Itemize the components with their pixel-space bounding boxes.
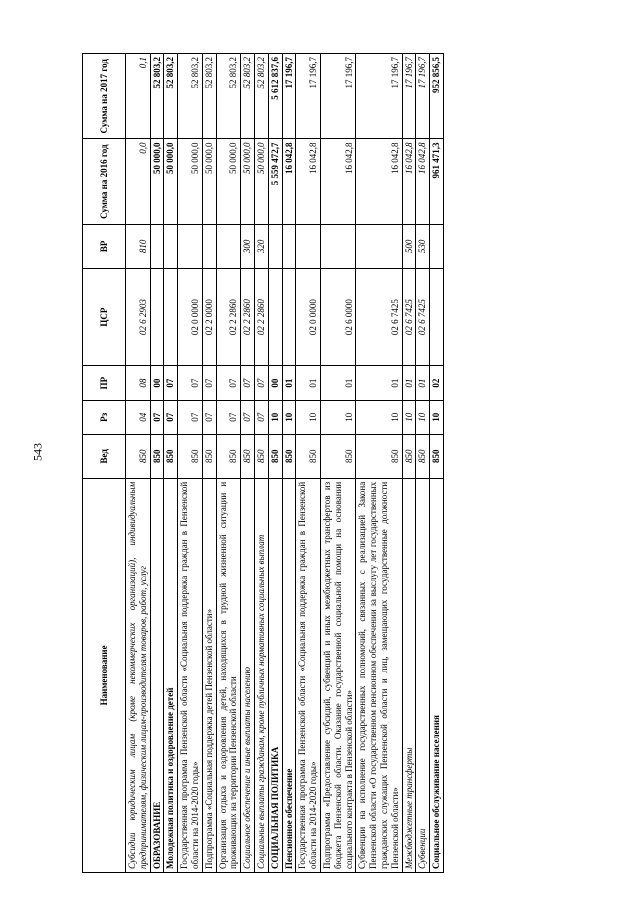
table-cell: 500 bbox=[402, 224, 416, 268]
table-cell: 01 bbox=[296, 366, 321, 400]
table-cell: 10 bbox=[416, 400, 430, 434]
table-cell: 01 bbox=[282, 366, 296, 400]
table-cell: Субвенции bbox=[416, 478, 430, 872]
table-cell: 02 0 0000 bbox=[296, 268, 321, 366]
table-cell: 50 000,0 bbox=[216, 139, 241, 224]
table-header-row bbox=[83, 54, 126, 873]
table-cell: 17 196,7 bbox=[416, 54, 430, 139]
table-cell: 17 196,7 bbox=[282, 54, 296, 139]
table-cell: 02 2 2860 bbox=[254, 268, 268, 366]
table-row bbox=[320, 54, 355, 873]
table-cell: Социальные выплаты гражданам, кроме публичных нормативных социальных выплат bbox=[254, 478, 268, 872]
table-cell: 07 bbox=[241, 400, 255, 434]
table-cell: 50 000,0 bbox=[202, 139, 216, 224]
table-cell bbox=[150, 224, 164, 268]
table-cell: 52 803,2 bbox=[178, 54, 203, 139]
table-cell: 850 bbox=[296, 434, 321, 478]
table-row bbox=[126, 54, 151, 873]
table-cell: 07 bbox=[254, 366, 268, 400]
table-row bbox=[296, 54, 321, 873]
table-row bbox=[268, 54, 282, 873]
table-cell: 10 bbox=[296, 400, 321, 434]
table-row bbox=[356, 54, 402, 873]
table-cell bbox=[202, 224, 216, 268]
table-cell: 52 803,2 bbox=[150, 54, 164, 139]
table-cell: 02 6 0000 bbox=[320, 268, 355, 366]
rotated-table-container bbox=[82, 53, 602, 873]
table-cell bbox=[268, 224, 282, 268]
table-cell: 5 559 472,7 bbox=[268, 139, 282, 224]
table-cell: 52 803,2 bbox=[254, 54, 268, 139]
table-cell bbox=[178, 224, 203, 268]
table-row bbox=[254, 54, 268, 873]
table-cell: 10 bbox=[320, 400, 355, 434]
table-cell: 02 6 7425 bbox=[402, 268, 416, 366]
table-cell: 16 042,8 bbox=[356, 139, 402, 224]
table-row bbox=[178, 54, 203, 873]
table-cell: 02 2 0000 bbox=[202, 268, 216, 366]
table-cell: 07 bbox=[202, 400, 216, 434]
table-cell: 02 2 2860 bbox=[216, 268, 241, 366]
table-cell bbox=[430, 268, 444, 366]
table-cell bbox=[164, 268, 178, 366]
table-cell: Социальное обеспечение и иные выплаты населению bbox=[241, 478, 255, 872]
table-cell: 07 bbox=[202, 366, 216, 400]
table-cell bbox=[282, 268, 296, 366]
table-cell: Молодежная политика и оздоровление детей bbox=[164, 478, 178, 872]
table-cell: 850 bbox=[282, 434, 296, 478]
table-cell: 16 042,8 bbox=[296, 139, 321, 224]
table-cell: 07 bbox=[178, 366, 203, 400]
table-cell: 17 196,7 bbox=[296, 54, 321, 139]
table-cell: 07 bbox=[216, 366, 241, 400]
table-row bbox=[430, 54, 444, 873]
table-row bbox=[416, 54, 430, 873]
column-header: ПР bbox=[83, 366, 126, 400]
table-cell: 850 bbox=[202, 434, 216, 478]
table-cell: 50 000,0 bbox=[254, 139, 268, 224]
table-cell: 961 471,3 bbox=[430, 139, 444, 224]
table-cell: 10 bbox=[356, 400, 402, 434]
page-number: 543 bbox=[30, 443, 45, 461]
table-row bbox=[402, 54, 416, 873]
table-row bbox=[216, 54, 241, 873]
table-cell bbox=[320, 224, 355, 268]
table-cell: 01 bbox=[320, 366, 355, 400]
table-cell: Субсидии юридическим лицам (кроме некоммерческих организаций), индивидуальным предпринимателям, физическим лицам-производителям товаров, работ, услуг bbox=[126, 478, 151, 872]
table-cell: 17 196,7 bbox=[356, 54, 402, 139]
table-cell: 850 bbox=[268, 434, 282, 478]
table-cell: Подпрограмма «Социальная поддержка детей Пензенской области» bbox=[202, 478, 216, 872]
table-cell: ОБРАЗОВАНИЕ bbox=[150, 478, 164, 872]
table-row bbox=[150, 54, 164, 873]
table-cell: Государственная программа Пензенской области «Социальная поддержка граждан в Пензенской области на 2014-2020 годы» bbox=[296, 478, 321, 872]
table-row bbox=[241, 54, 255, 873]
table-row bbox=[282, 54, 296, 873]
table-cell: 850 bbox=[416, 434, 430, 478]
table-cell: 07 bbox=[164, 366, 178, 400]
table-cell: 300 bbox=[241, 224, 255, 268]
table-cell: 07 bbox=[150, 400, 164, 434]
table-cell: 0,0 bbox=[126, 139, 151, 224]
table-row bbox=[202, 54, 216, 873]
table-cell: 16 042,8 bbox=[416, 139, 430, 224]
table-cell bbox=[216, 224, 241, 268]
table-cell: 16 042,8 bbox=[402, 139, 416, 224]
table-cell: 850 bbox=[241, 434, 255, 478]
table-cell: 07 bbox=[178, 400, 203, 434]
table-cell: 10 bbox=[282, 400, 296, 434]
table-cell: 02 6 2903 bbox=[126, 268, 151, 366]
column-header: Наименование bbox=[83, 478, 126, 872]
table-cell bbox=[268, 268, 282, 366]
table-cell: 850 bbox=[356, 434, 402, 478]
table-cell: 850 bbox=[164, 434, 178, 478]
table-cell: Пенсионное обеспечение bbox=[282, 478, 296, 872]
table-row bbox=[164, 54, 178, 873]
table-cell: 850 bbox=[216, 434, 241, 478]
table-cell bbox=[296, 224, 321, 268]
table-cell: 02 bbox=[430, 366, 444, 400]
table-cell: Организация отдыха и оздоровления детей, находящихся в трудной жизненной ситуации и проживающих на территории Пензенской области bbox=[216, 478, 241, 872]
table-cell: 320 bbox=[254, 224, 268, 268]
column-header: ЦСР bbox=[83, 268, 126, 366]
table-cell: 07 bbox=[254, 400, 268, 434]
table-cell: 850 bbox=[150, 434, 164, 478]
table-cell: 01 bbox=[416, 366, 430, 400]
column-header: Вед bbox=[83, 434, 126, 478]
table-cell: 850 bbox=[402, 434, 416, 478]
column-header: Рз bbox=[83, 400, 126, 434]
table-cell: 02 0 0000 bbox=[178, 268, 203, 366]
table-cell: Субвенции на исполнение государственных полномочий, связанных с реализацией Закона Пензенской области «О государственном пенсионном обеспечении за выслугу лет государственных гражданских служащих Пензенской области и лиц, замещающих государственные должности Пензенской области» bbox=[356, 478, 402, 872]
table-cell: 01 bbox=[402, 366, 416, 400]
table-cell: 850 bbox=[126, 434, 151, 478]
table-cell bbox=[356, 224, 402, 268]
table-cell: 10 bbox=[430, 400, 444, 434]
table-cell bbox=[430, 224, 444, 268]
table-cell bbox=[164, 224, 178, 268]
table-cell: 952 856,5 bbox=[430, 54, 444, 139]
table-cell: 50 000,0 bbox=[241, 139, 255, 224]
table-cell: 850 bbox=[320, 434, 355, 478]
table-cell: 52 803,2 bbox=[164, 54, 178, 139]
column-header: Сумма на 2016 год bbox=[83, 139, 126, 224]
table-cell bbox=[282, 224, 296, 268]
table-cell: 50 000,0 bbox=[150, 139, 164, 224]
column-header: Сумма на 2017 год bbox=[83, 54, 126, 139]
table-cell: 04 bbox=[126, 400, 151, 434]
table-cell: 02 6 7425 bbox=[416, 268, 430, 366]
table-cell: 50 000,0 bbox=[178, 139, 203, 224]
table-cell: 52 803,2 bbox=[216, 54, 241, 139]
column-header: ВР bbox=[83, 224, 126, 268]
table-cell: 10 bbox=[268, 400, 282, 434]
table-cell: 07 bbox=[164, 400, 178, 434]
table-cell: 850 bbox=[178, 434, 203, 478]
table-cell: 17 196,7 bbox=[402, 54, 416, 139]
table-cell: 5 612 837,6 bbox=[268, 54, 282, 139]
table-cell: 08 bbox=[126, 366, 151, 400]
table-cell: Социальное обслуживание населения bbox=[430, 478, 444, 872]
table-cell: 16 042,8 bbox=[320, 139, 355, 224]
table-cell: Межбюджетные трансферты bbox=[402, 478, 416, 872]
table-cell bbox=[150, 268, 164, 366]
table-cell: 07 bbox=[241, 366, 255, 400]
table-cell: Государственная программа Пензенской области «Социальная поддержка граждан в Пензенской области на 2014-2020 годы» bbox=[178, 478, 203, 872]
table-cell: Подпрограмма «Предоставление субсидий, субвенций и иных межбюджетных трансфертов из бюджета Пензенской области. Оказание государственной социальной помощи на основании социального контракта в Пензенской области» bbox=[320, 478, 355, 872]
table-cell: 02 2 2860 bbox=[241, 268, 255, 366]
table-cell: СОЦИАЛЬНАЯ ПОЛИТИКА bbox=[268, 478, 282, 872]
table-cell: 810 bbox=[126, 224, 151, 268]
table-cell: 16 042,8 bbox=[282, 139, 296, 224]
table-cell: 850 bbox=[254, 434, 268, 478]
table-cell: 00 bbox=[150, 366, 164, 400]
table-cell: 0,1 bbox=[126, 54, 151, 139]
table-cell: 530 bbox=[416, 224, 430, 268]
table-cell: 02 6 7425 bbox=[356, 268, 402, 366]
budget-table bbox=[82, 53, 444, 873]
table-cell: 00 bbox=[268, 366, 282, 400]
table-cell: 01 bbox=[356, 366, 402, 400]
table-cell: 850 bbox=[430, 434, 444, 478]
table-cell: 07 bbox=[216, 400, 241, 434]
table-cell: 17 196,7 bbox=[320, 54, 355, 139]
table-cell: 52 803,2 bbox=[202, 54, 216, 139]
table-cell: 50 000,0 bbox=[164, 139, 178, 224]
table-cell: 10 bbox=[402, 400, 416, 434]
table-cell: 52 803,2 bbox=[241, 54, 255, 139]
